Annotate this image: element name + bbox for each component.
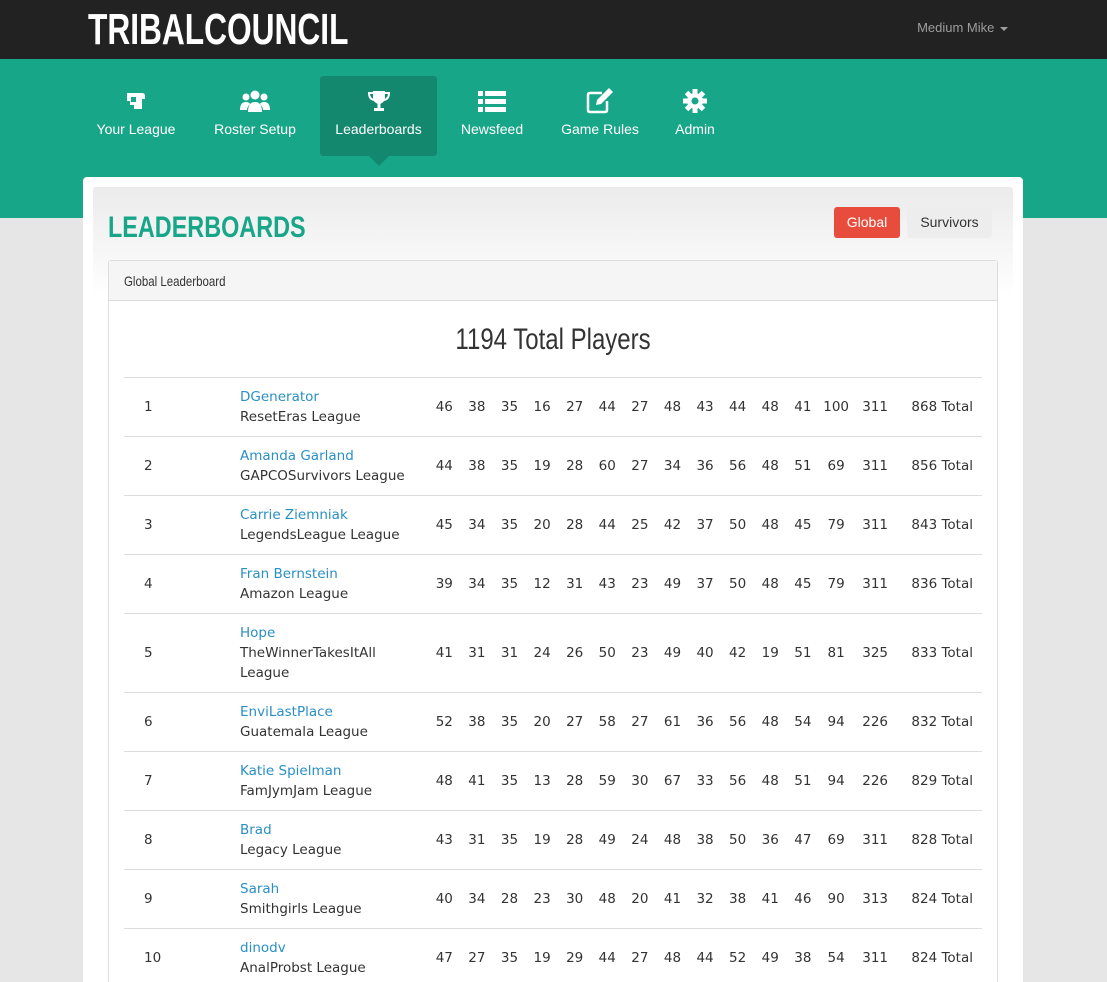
episode-score-cell: 48 [754,496,787,555]
episode-score-cell: 51 [787,752,820,811]
episode-score-cell: 29 [558,929,591,982]
episode-score-cell: 35 [493,811,526,870]
leaderboard-table [124,377,982,982]
episode-score-cell: 44 [591,378,624,437]
episode-score-cell: 38 [689,811,722,870]
episode-score-cell: 48 [754,378,787,437]
episode-score-cell: 30 [624,752,657,811]
episode-score-cell: 34 [461,555,494,614]
episode-score-cell: 48 [656,929,689,982]
episode-score-cell: 23 [624,614,657,693]
episode-score-cell: 69 [819,437,853,496]
episode-score-cell: 54 [787,693,820,752]
episode-score-cell: 27 [624,437,657,496]
nav-leaderboards[interactable]: Leaderboards [320,76,437,156]
player-league: TheWinnerTakesItAll League [240,645,376,681]
episode-score-cell: 67 [656,752,689,811]
episode-score-cell: 12 [526,555,559,614]
episode-score-cell: 27 [558,378,591,437]
total-score-cell: 824 Total [897,929,982,982]
player-cell [240,437,428,496]
episode-score-cell: 35 [493,555,526,614]
total-score-cell: 828 Total [897,811,982,870]
episode-score-cell: 44 [721,378,754,437]
gear-icon [665,88,725,116]
leaderboard-row [124,555,982,614]
episode-score-cell: 26 [558,614,591,693]
episode-score-cell: 56 [721,752,754,811]
episode-score-cell: 28 [558,437,591,496]
episode-score-cell: 44 [591,496,624,555]
total-players-heading: 1194 Total Players [455,323,651,356]
episode-score-cell: 38 [461,378,494,437]
survivors-button[interactable]: Survivors [907,207,992,238]
episode-score-cell: 28 [558,496,591,555]
episode-score-cell: 40 [689,614,722,693]
episode-score-cell: 25 [624,496,657,555]
episode-score-cell: 226 [853,752,897,811]
episode-score-cell: 51 [787,614,820,693]
episode-score-cell: 60 [591,437,624,496]
episode-score-cell: 19 [526,929,559,982]
episode-score-cell: 28 [558,752,591,811]
episode-score-cell: 35 [493,378,526,437]
episode-score-cell: 44 [689,929,722,982]
episode-score-cell: 27 [624,378,657,437]
player-name-link[interactable]: Sarah [240,881,280,897]
player-league: Amazon League [240,586,349,602]
episode-score-cell: 36 [754,811,787,870]
episode-score-cell: 20 [526,693,559,752]
episode-score-cell: 44 [591,929,624,982]
player-league: GAPCOSurvivors League [240,468,405,484]
player-cell [240,496,428,555]
rank-cell: 4 [124,555,240,614]
user-name: Medium Mike [917,20,995,35]
total-score-cell: 843 Total [897,496,982,555]
episode-score-cell: 24 [624,811,657,870]
episode-score-cell: 38 [461,437,494,496]
episode-score-cell: 94 [819,693,853,752]
episode-score-cell: 50 [721,811,754,870]
episode-score-cell: 52 [721,929,754,982]
player-name-link[interactable]: Hope [240,625,276,641]
episode-score-cell: 100 [819,378,853,437]
player-name-link[interactable]: Katie Spielman [240,763,342,779]
trophy-icon [320,88,437,116]
episode-score-cell: 27 [624,929,657,982]
episode-score-cell: 34 [461,496,494,555]
rank-cell: 2 [124,437,240,496]
episode-score-cell: 39 [428,555,461,614]
episode-score-cell: 34 [656,437,689,496]
episode-score-cell: 36 [689,693,722,752]
top-navbar [0,0,1107,59]
episode-score-cell: 35 [493,496,526,555]
player-name-link[interactable]: dinodv [240,940,286,956]
episode-score-cell: 313 [853,870,897,929]
episode-score-cell: 45 [787,496,820,555]
episode-score-cell: 44 [428,437,461,496]
episode-score-cell: 49 [656,555,689,614]
leaderboard-row [124,929,982,982]
episode-score-cell: 61 [656,693,689,752]
episode-score-cell: 48 [754,437,787,496]
episode-score-cell: 325 [853,614,897,693]
player-league: LegendsLeague League [240,527,400,543]
episode-score-cell: 27 [461,929,494,982]
player-league: Legacy League [240,842,342,858]
episode-score-cell: 19 [526,811,559,870]
player-cell [240,614,428,693]
episode-score-cell: 35 [493,752,526,811]
rank-cell: 5 [124,614,240,693]
episode-score-cell: 23 [624,555,657,614]
nav-admin[interactable]: Admin [665,76,725,156]
leaderboard-row [124,811,982,870]
episode-score-cell: 48 [656,811,689,870]
episode-score-cell: 56 [721,693,754,752]
total-score-cell: 836 Total [897,555,982,614]
episode-score-cell: 311 [853,378,897,437]
episode-score-cell: 69 [819,811,853,870]
episode-score-cell: 35 [493,437,526,496]
global-leaderboard-panel [108,260,998,982]
users-icon [205,88,305,116]
episode-score-cell: 27 [624,693,657,752]
episode-score-cell: 35 [493,693,526,752]
player-cell [240,929,428,982]
page-title: LEADERBOARDS [108,211,306,244]
buff-icon [86,88,186,116]
episode-score-cell: 226 [853,693,897,752]
global-button[interactable]: Global [834,207,900,238]
leaderboard-row [124,752,982,811]
episode-score-cell: 38 [721,870,754,929]
episode-score-cell: 36 [689,437,722,496]
leaderboard-row [124,693,982,752]
total-score-cell: 856 Total [897,437,982,496]
episode-score-cell: 37 [689,555,722,614]
episode-score-cell: 52 [428,693,461,752]
episode-score-cell: 20 [526,496,559,555]
episode-score-cell: 23 [526,870,559,929]
player-cell [240,811,428,870]
rank-cell: 3 [124,496,240,555]
episode-score-cell: 34 [461,870,494,929]
list-icon [452,88,532,116]
episode-score-cell: 311 [853,437,897,496]
episode-score-cell: 40 [428,870,461,929]
total-score-cell: 833 Total [897,614,982,693]
episode-score-cell: 311 [853,496,897,555]
episode-score-cell: 56 [721,437,754,496]
rank-cell: 7 [124,752,240,811]
player-cell [240,752,428,811]
player-league: FamJymJam League [240,783,373,799]
episode-score-cell: 46 [787,870,820,929]
leaderboard-row [124,496,982,555]
nav-game-rules[interactable]: Game Rules [554,76,646,156]
episode-score-cell: 35 [493,929,526,982]
episode-score-cell: 42 [721,614,754,693]
player-league: ResetEras League [240,409,361,425]
episode-score-cell: 48 [591,870,624,929]
player-league: Guatemala League [240,724,368,740]
episode-score-cell: 32 [689,870,722,929]
episode-score-cell: 19 [754,614,787,693]
episode-score-cell: 43 [591,555,624,614]
nav-newsfeed[interactable]: Newsfeed [452,76,532,156]
episode-score-cell: 41 [461,752,494,811]
episode-score-cell: 48 [754,693,787,752]
episode-score-cell: 16 [526,378,559,437]
player-cell [240,378,428,437]
episode-score-cell: 33 [689,752,722,811]
episode-score-cell: 47 [787,811,820,870]
rank-cell: 1 [124,378,240,437]
episode-score-cell: 79 [819,496,853,555]
episode-score-cell: 41 [787,378,820,437]
episode-score-cell: 31 [558,555,591,614]
episode-score-cell: 27 [558,693,591,752]
player-name-link[interactable]: Fran Bernstein [240,566,338,582]
episode-score-cell: 48 [656,378,689,437]
episode-score-cell: 42 [656,496,689,555]
user-menu[interactable] [917,20,1008,35]
rank-cell: 8 [124,811,240,870]
leaderboard-row [124,870,982,929]
episode-score-cell: 20 [624,870,657,929]
episode-score-cell: 31 [461,811,494,870]
episode-score-cell: 13 [526,752,559,811]
rank-cell: 9 [124,870,240,929]
player-name-link[interactable]: Brad [240,822,272,838]
player-cell [240,870,428,929]
episode-score-cell: 59 [591,752,624,811]
player-name-link[interactable]: Amanda Garland [240,448,354,464]
player-league: AnalProbst League [240,960,366,976]
nav-your-league[interactable]: Your League [86,76,186,156]
episode-score-cell: 311 [853,929,897,982]
episode-score-cell: 49 [656,614,689,693]
episode-score-cell: 54 [819,929,853,982]
player-name-link[interactable]: DGenerator [240,389,319,405]
total-score-cell: 829 Total [897,752,982,811]
episode-score-cell: 50 [721,555,754,614]
episode-score-cell: 41 [754,870,787,929]
episode-score-cell: 41 [428,614,461,693]
episode-score-cell: 38 [787,929,820,982]
caret-down-icon [1000,27,1008,31]
player-league: Smithgirls League [240,901,362,917]
episode-score-cell: 38 [461,693,494,752]
episode-score-cell: 50 [721,496,754,555]
leaderboard-row [124,614,982,693]
episode-score-cell: 311 [853,555,897,614]
episode-score-cell: 58 [591,693,624,752]
panel-heading: Global Leaderboard [109,261,997,301]
episode-score-cell: 51 [787,437,820,496]
player-cell [240,693,428,752]
episode-score-cell: 49 [591,811,624,870]
edit-icon [554,88,646,116]
rank-cell: 6 [124,693,240,752]
episode-score-cell: 31 [493,614,526,693]
episode-score-cell: 49 [754,929,787,982]
total-score-cell: 832 Total [897,693,982,752]
total-score-cell: 824 Total [897,870,982,929]
episode-score-cell: 28 [493,870,526,929]
episode-score-cell: 43 [428,811,461,870]
episode-score-cell: 19 [526,437,559,496]
episode-score-cell: 48 [754,752,787,811]
episode-score-cell: 48 [428,752,461,811]
episode-score-cell: 81 [819,614,853,693]
episode-score-cell: 311 [853,811,897,870]
episode-score-cell: 46 [428,378,461,437]
episode-score-cell: 24 [526,614,559,693]
leaderboard-row [124,437,982,496]
episode-score-cell: 31 [461,614,494,693]
episode-score-cell: 30 [558,870,591,929]
player-name-link[interactable]: EnviLastPlace [240,704,333,720]
episode-score-cell: 48 [754,555,787,614]
leaderboards-card [83,177,1023,982]
leaderboard-row [124,378,982,437]
episode-score-cell: 28 [558,811,591,870]
player-name-link[interactable]: Carrie Ziemniak [240,507,348,523]
episode-score-cell: 45 [787,555,820,614]
episode-score-cell: 41 [656,870,689,929]
episode-score-cell: 47 [428,929,461,982]
rank-cell: 10 [124,929,240,982]
episode-score-cell: 37 [689,496,722,555]
episode-score-cell: 94 [819,752,853,811]
episode-score-cell: 90 [819,870,853,929]
nav-roster-setup[interactable]: Roster Setup [205,76,305,156]
brand-logo[interactable]: TRIBALCOUNCIL [88,5,349,54]
episode-score-cell: 50 [591,614,624,693]
player-cell [240,555,428,614]
episode-score-cell: 43 [689,378,722,437]
episode-score-cell: 79 [819,555,853,614]
total-score-cell: 868 Total [897,378,982,437]
episode-score-cell: 45 [428,496,461,555]
